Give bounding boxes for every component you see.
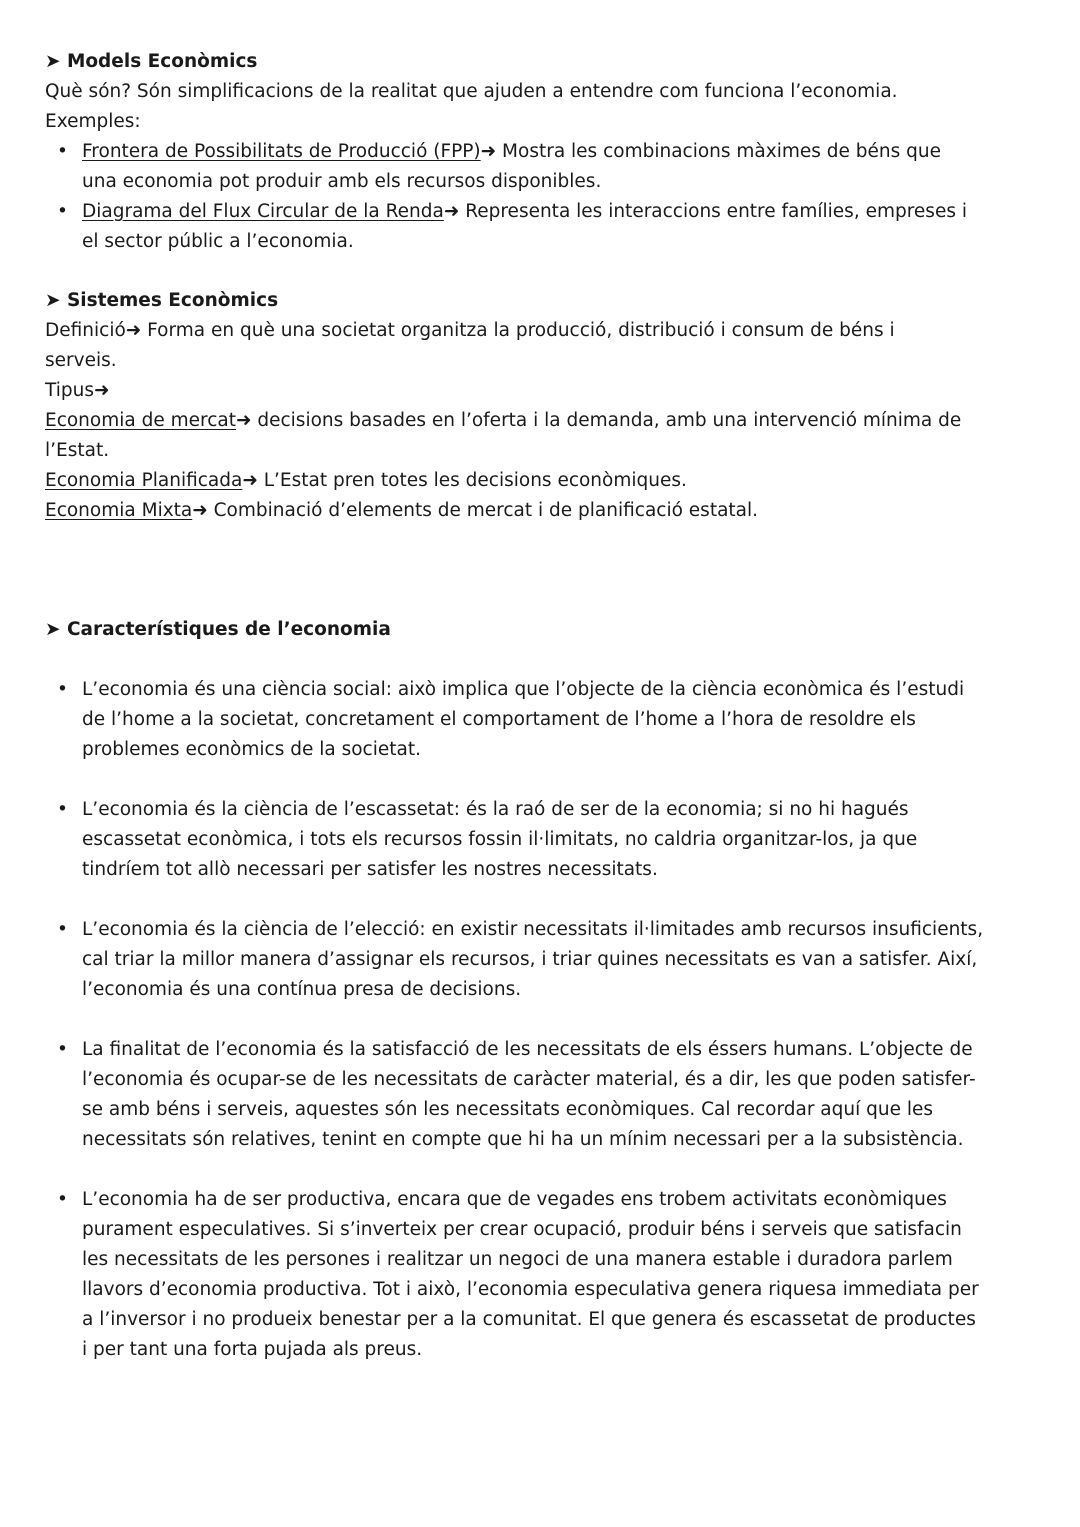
paragraph-line: tindríem tot allò necessari per satisfer les nostres necessitats. xyxy=(82,859,658,880)
section-heading: ➤ Característiques de l’economia xyxy=(45,619,391,640)
bullet-icon: • xyxy=(57,799,68,820)
paragraph-line: L’economia és la ciència de l’escassetat: és la raó de ser de la economia; si no hi hagués xyxy=(82,799,909,820)
term: Diagrama del Flux Circular de la Renda xyxy=(82,201,444,222)
examples-label: Exemples: xyxy=(45,111,141,132)
list-item xyxy=(45,795,1055,885)
description: ➜ Representa les interaccions entre famílies, empreses i xyxy=(443,201,967,222)
term: Economia Planificada xyxy=(45,470,243,491)
list-item xyxy=(45,675,1055,765)
characteristics-list xyxy=(45,675,1055,1365)
section-models xyxy=(45,47,1055,257)
paragraph-line: problemes econòmics de la societat. xyxy=(82,739,421,760)
paragraph-line: les necessitats de les persones i realitzar un negoci de una manera estable i duradora parlem xyxy=(82,1249,953,1270)
bullet-icon: • xyxy=(57,679,68,700)
description: ➜ Combinació d’elements de mercat i de planificació estatal. xyxy=(192,500,759,521)
paragraph-line: purament especulatives. Si s’inverteix per crear ocupació, produir béns i serveis que satisfacin xyxy=(82,1219,962,1240)
list-item xyxy=(45,1035,1055,1155)
paragraph-line: llavors d’economia productiva. Tot i això, l’economia especulativa genera riquesa immediata per xyxy=(82,1279,979,1300)
bullet-icon: • xyxy=(57,141,68,162)
description: l’Estat. xyxy=(45,440,110,461)
bullet-icon: • xyxy=(57,1189,68,1210)
description: ➜ decisions basades en l’oferta i la demanda, amb una intervenció mínima de xyxy=(235,410,962,431)
definition-label: Definició xyxy=(45,320,126,341)
types-label: Tipus➜ xyxy=(45,380,110,401)
bullet-icon: • xyxy=(57,201,68,222)
paragraph-line: L’economia ha de ser productiva, encara que de vegades ens trobem activitats econòmiques xyxy=(82,1189,947,1210)
section-heading: ➤ Models Econòmics xyxy=(45,51,258,72)
paragraph-line: l’economia és ocupar-se de les necessitats de caràcter material, és a dir, les que poden satisfer- xyxy=(82,1069,976,1090)
paragraph-line: cal triar la millor manera d’assignar els recursos, i triar quines necessitats es van a satisfer. Així, xyxy=(82,949,978,970)
section-characteristics xyxy=(45,615,1055,1365)
definition-text: serveis. xyxy=(45,350,117,371)
description: ➜ Mostra les combinacions màximes de béns que xyxy=(480,141,941,162)
definition-text: ➜ Forma en què una societat organitza la producció, distribució i consum de béns i xyxy=(125,320,895,341)
bullet-icon: • xyxy=(57,919,68,940)
paragraph-line: escassetat econòmica, i tots els recursos fossin il·limitats, no caldria organitzar-los, ja que xyxy=(82,829,918,850)
term: Frontera de Possibilitats de Producció (FPP) xyxy=(82,141,481,162)
paragraph-line: L’economia és una ciència social: això implica que l’objecte de la ciència econòmica és l’estudi xyxy=(82,679,965,700)
paragraph-line: a l’inversor i no produeix benestar per a la comunitat. El que genera és escassetat de productes xyxy=(82,1309,976,1330)
paragraph-line: de l’home a la societat, concretament el comportament de l’home a l’hora de resoldre els xyxy=(82,709,916,730)
paragraph-line: La finalitat de l’economia és la satisfacció de les necessitats de els éssers humans. L’objecte de xyxy=(82,1039,973,1060)
bullet-icon: • xyxy=(57,1039,68,1060)
description: ➜ L’Estat pren totes les decisions econòmiques. xyxy=(242,470,687,491)
paragraph-line: necessitats són relatives, tenint en compte que hi ha un mínim necessari per a la subsistència. xyxy=(82,1129,964,1150)
description: el sector públic a l’economia. xyxy=(82,231,354,252)
term: Economia Mixta xyxy=(45,500,193,521)
list-item xyxy=(45,1185,1055,1365)
paragraph-line: L’economia és la ciència de l’elecció: en existir necessitats il·limitades amb recursos insuficients, xyxy=(82,919,984,940)
section-heading: ➤ Sistemes Econòmics xyxy=(45,290,279,311)
paragraph-line: se amb béns i serveis, aquestes són les necessitats econòmiques. Cal recordar aquí que les xyxy=(82,1099,934,1120)
intro-text: Què són? Són simplificacions de la realitat que ajuden a entendre com funciona l’economia. xyxy=(45,81,898,102)
list-item xyxy=(45,197,1055,257)
paragraph-line: i per tant una forta pujada als preus. xyxy=(82,1339,423,1360)
list-item xyxy=(45,915,1055,1005)
paragraph-line: l’economia és una contínua presa de decisions. xyxy=(82,979,522,1000)
list-item xyxy=(45,137,1055,197)
description: una economia pot produir amb els recursos disponibles. xyxy=(82,171,602,192)
term: Economia de mercat xyxy=(45,410,236,431)
section-systems xyxy=(45,286,1055,526)
